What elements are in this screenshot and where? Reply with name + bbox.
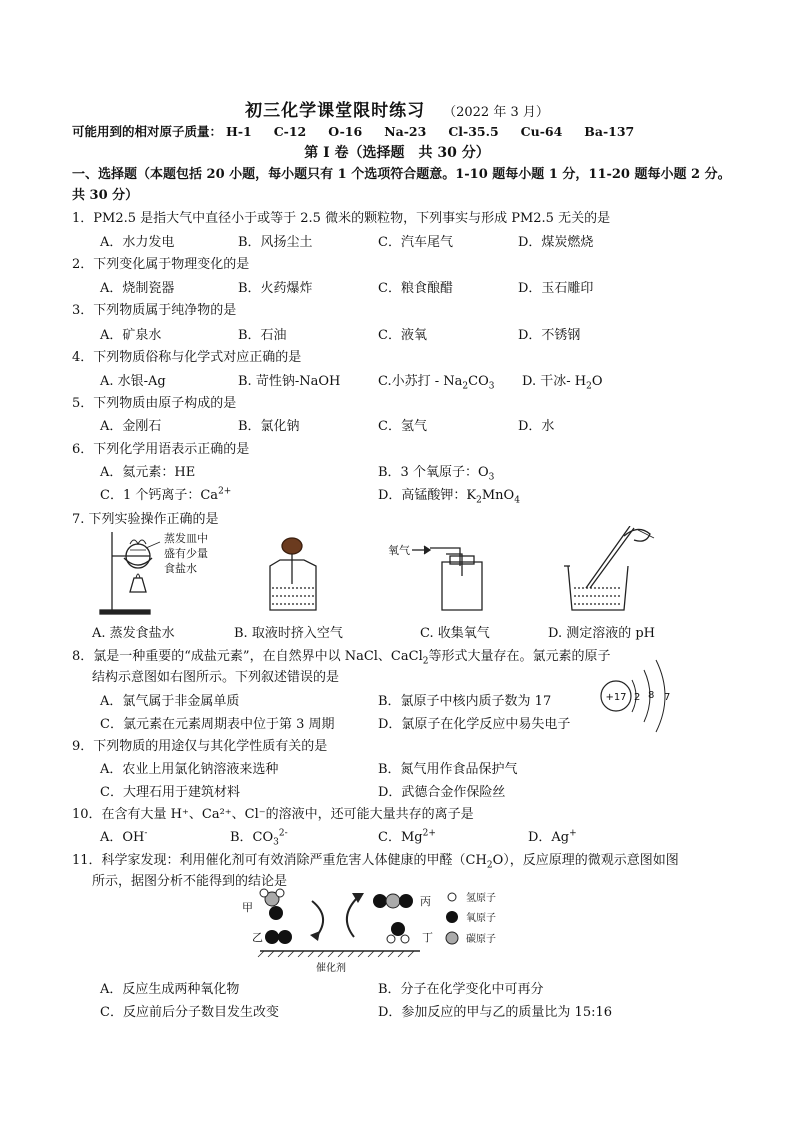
masses-label: 可能用到的相对原子质量： — [72, 124, 223, 139]
beaker-figure — [564, 526, 654, 610]
q1-option-b: B．风扬尘土 — [238, 235, 313, 250]
q9-option-c: C．大理石用于建筑材料 — [100, 785, 240, 800]
q9-stem: 9．下列物质的用途仅与其化学性质有关的是 — [72, 739, 328, 754]
q2-option-c: C．粮食酿醋 — [378, 281, 453, 296]
dish-label-1: 蒸发皿中 — [164, 532, 208, 545]
q1-stem: 1．PM2.5 是指大气中直径小于或等于 2.5 微米的颗粒物，下列事实与形成 PM2.5 无关的是 — [72, 211, 611, 226]
q2-option-d: D．玉石雕印 — [518, 281, 594, 296]
q11-option-a: A．反应生成两种氧化物 — [100, 982, 240, 997]
mass-h: H-1 — [226, 124, 252, 139]
legend-hydrogen: 氢原子 — [466, 893, 496, 904]
q8-option-a: A．氯气属于非金属单质 — [100, 694, 240, 709]
legend-oxygen: 氧原子 — [466, 913, 496, 924]
q6-option-a: A．氦元素：HE — [100, 465, 196, 480]
molecule-ding — [387, 922, 409, 943]
q9-option-a: A．农业上用氯化钠溶液来选种 — [100, 762, 279, 777]
q8-option-d: D．氯原子在化学反应中易失电子 — [378, 717, 571, 732]
q2-stem: 2．下列变化属于物理变化的是 — [72, 257, 250, 272]
dropper-bottle-figure — [270, 538, 316, 610]
q10-option-c: C．$Mg^{2+}$ — [378, 828, 436, 845]
q1-option-d: D．煤炭燃烧 — [518, 235, 594, 250]
chlorine-atom-diagram — [596, 650, 696, 740]
q7-option-b: B. 取液时挤入空气 — [234, 626, 343, 641]
nucleus-charge: +17 — [605, 692, 627, 703]
label-yi: 乙 — [252, 931, 263, 944]
q4-stem: 4．下列物质俗称与化学式对应正确的是 — [72, 350, 302, 365]
label-bing: 丙 — [420, 895, 431, 908]
title-text: 初三化学课堂限时练习 — [245, 101, 426, 121]
q5-option-a: A．金刚石 — [100, 419, 162, 434]
legend-carbon: 碳原子 — [466, 934, 496, 945]
q2-option-a: A．烧制瓷器 — [100, 281, 175, 296]
q10-option-b: B．$CO_3^{2-}$ — [230, 828, 288, 848]
title-date: （2022 年 3 月） — [443, 105, 549, 120]
q7-option-c: C. 收集氧气 — [420, 626, 490, 641]
mass-ba: Ba-137 — [584, 124, 635, 139]
q8-stem-line-2: 结构示意图如右图所示。下列叙述错误的是 — [92, 670, 340, 685]
q5-option-d: D．水 — [518, 419, 555, 434]
q6-option-c: C．1 个钙离子：$Ca^{2+}$ — [100, 486, 232, 503]
q4-option-a: A. 水银-Ag — [100, 374, 166, 389]
mass-cl: Cl-35.5 — [448, 124, 499, 139]
mass-na: Na-23 — [384, 124, 427, 139]
q11-option-d: D．参加反应的甲与乙的质量比为 15:16 — [378, 1005, 613, 1020]
q6-option-b: B．3 个氧原子：$O_3$ — [378, 465, 495, 483]
molecule-jia — [260, 889, 284, 920]
q8-option-c: C．氯元素在元素周期表中位于第 3 周期 — [100, 717, 335, 732]
q5-stem: 5．下列物质由原子构成的是 — [72, 396, 237, 411]
q4-option-d: D. 干冰- $H_2O$ — [522, 374, 603, 392]
paper-title — [0, 96, 794, 121]
q6-stem: 6．下列化学用语表示正确的是 — [72, 442, 250, 457]
q7-apparatus-figures — [90, 526, 730, 622]
q10-option-a: A．OH- — [100, 828, 148, 845]
q10-stem: 10．在含有大量 H⁺、Ca²⁺、Cl⁻的溶液中，还可能大量共存的离子是 — [72, 807, 474, 822]
q3-option-c: C．液氧 — [378, 328, 427, 343]
q3-stem: 3．下列物质属于纯净物的是 — [72, 303, 237, 318]
shell-3-electrons: 7 — [664, 692, 671, 703]
q11-option-b: B．分子在化学变化中可再分 — [378, 982, 544, 997]
q3-option-d: D．不锈钢 — [518, 328, 581, 343]
q4-option-b: B. 苛性钠-NaOH — [238, 374, 341, 389]
mass-o: O-16 — [328, 124, 363, 139]
q8-option-b: B．氯原子中核内质子数为 17 — [378, 694, 552, 709]
molecule-yi — [265, 930, 292, 944]
q2-option-b: B．火药爆炸 — [238, 281, 313, 296]
oxygen-label: 氧气 — [388, 544, 410, 557]
q7-option-d: D. 测定溶液的 pH — [548, 626, 656, 641]
q9-option-b: B．氮气用作食品保护气 — [378, 762, 518, 777]
label-jia: 甲 — [242, 901, 253, 914]
q5-option-c: C．氢气 — [378, 419, 427, 434]
q11-stem-line-2: 所示，据图分析不能得到的结论是 — [92, 874, 288, 889]
part-heading: 第 I 卷（选择题 共 30 分） — [304, 145, 490, 161]
q10-option-d: D．Ag+ — [528, 828, 577, 845]
q5-option-b: B．氯化钠 — [238, 419, 300, 434]
q9-option-d: D．武德合金作保险丝 — [378, 785, 506, 800]
atomic-masses — [72, 122, 656, 140]
dish-label-2: 盛有少量 — [164, 547, 208, 560]
q8-stem-line-1: 8．氯是一种重要的“成盐元素”，在自然界中以 NaCl、CaCl$_2$等形式大量存在。氯元素的原子 — [72, 649, 611, 667]
q6-option-d: D．高锰酸钾：$K_2MnO_4$ — [378, 488, 520, 506]
q3-option-b: B．石油 — [238, 328, 287, 343]
gas-bottle-figure — [412, 546, 482, 610]
shell-1-electrons: 2 — [634, 692, 641, 703]
mass-c: C-12 — [273, 124, 307, 139]
q7-stem: 7. 下列实验操作正确的是 — [72, 512, 219, 527]
mass-cu: Cu-64 — [520, 124, 563, 139]
q7-option-a: A. 蒸发食盐水 — [92, 626, 175, 641]
section-heading: 一、选择题（本题包括 20 小题，每小题只有 1 个选项符合题意。1-10 题每小题 1 分，11-20 题每小题 2 分。共 30 分） — [72, 167, 731, 203]
q1-option-a: A．水力发电 — [100, 235, 175, 250]
q11-stem-line-1: 11．科学家发现：利用催化剂可有效消除严重危害人体健康的甲醛$(CH_2O)$，反应原理的微观示意图如图 — [72, 853, 679, 871]
reaction-micro-diagram — [240, 885, 520, 977]
evaporating-dish-figure — [100, 532, 160, 614]
molecule-bing — [373, 894, 413, 908]
q1-option-c: C．汽车尾气 — [378, 235, 453, 250]
dish-label-3: 食盐水 — [164, 562, 197, 575]
label-catalyst: 催化剂 — [316, 963, 346, 974]
q11-option-c: C．反应前后分子数目发生改变 — [100, 1005, 279, 1020]
shell-2-electrons: 8 — [648, 690, 655, 701]
label-ding: 丁 — [422, 931, 433, 944]
q3-option-a: A．矿泉水 — [100, 328, 162, 343]
q4-option-c: C.小苏打 - $Na_2CO_3$ — [378, 374, 495, 392]
